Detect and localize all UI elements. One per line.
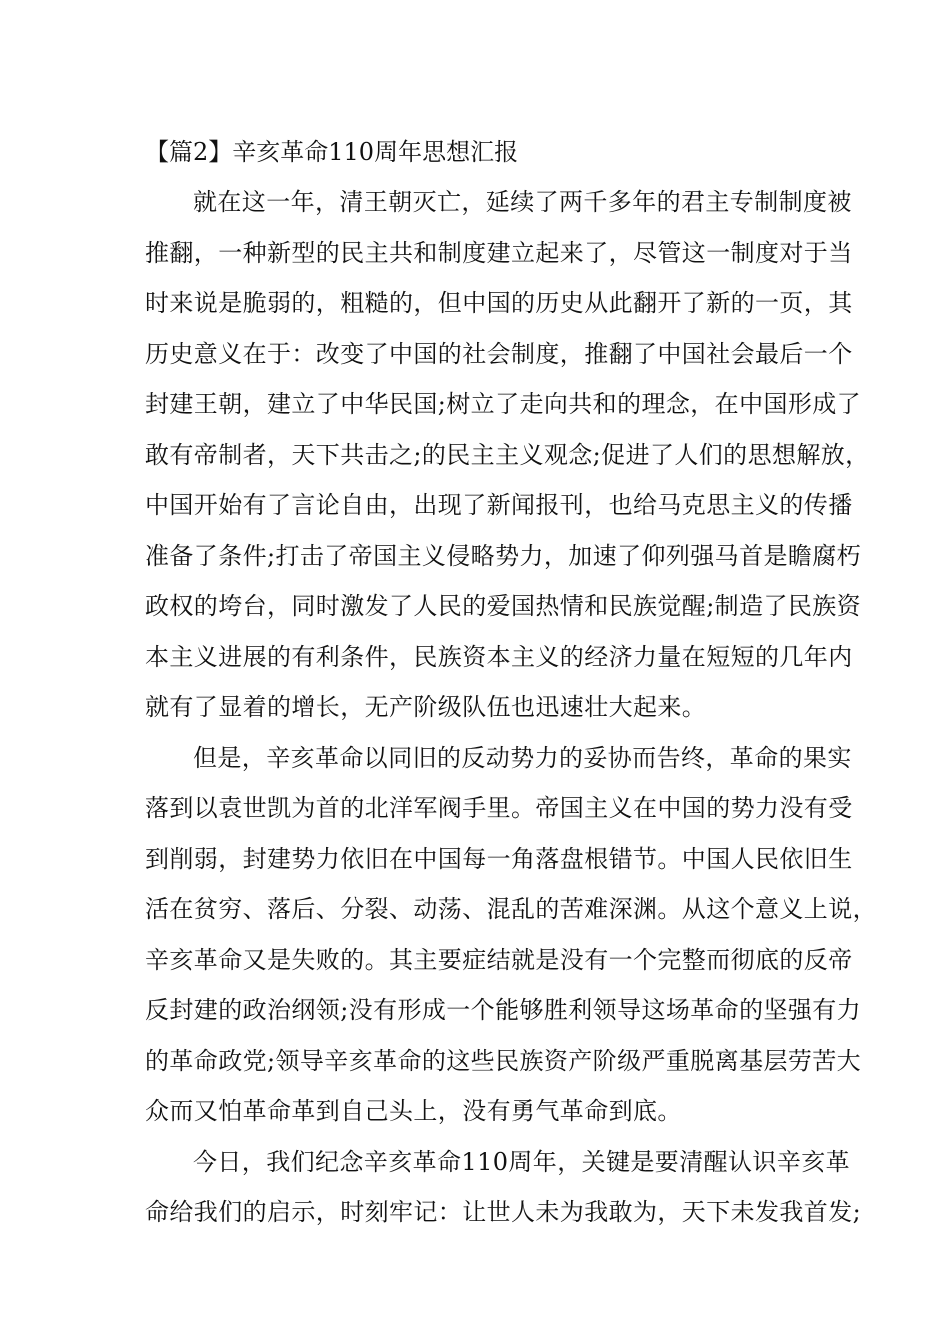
text-line: 辛亥革命又是失败的。其主要症结就是没有一个完整而彻底的反帝 — [145, 945, 853, 974]
text-line: 推翻，一种新型的民主共和制度建立起来了，尽管这一制度对于当 — [145, 238, 853, 267]
text-line: 的革命政党;领导辛亥革命的这些民族资产阶级严重脱离基层劳苦大 — [145, 1046, 862, 1075]
text-line: 政权的垮台，同时激发了人民的爱国热情和民族觉醒;制造了民族资 — [145, 592, 862, 620]
text-line: 封建王朝，建立了中华民国;树立了走向共和的理念，在中国形成了 — [145, 390, 862, 418]
paragraph-2 — [145, 736, 877, 1140]
text-line: 到削弱，封建势力依旧在中国每一角落盘根错节。中国人民依旧生 — [145, 844, 853, 873]
paragraph-3 — [145, 1140, 862, 1241]
text-line: 准备了条件;打击了帝国主义侵略势力，加速了仰列强马首是瞻腐朽 — [145, 541, 862, 570]
text-line: 落到以袁世凯为首的北洋军阀手里。帝国主义在中国的势力没有受 — [145, 794, 853, 822]
paragraph-1 — [145, 180, 870, 736]
text-line: 众而又怕革命革到自己头上，没有勇气革命到底。 — [145, 1097, 682, 1125]
text-line: 中国开始有了言论自由，出现了新闻报刊，也给马克思主义的传播 — [145, 491, 853, 519]
document-title: 【篇2】辛亥革命110周年思想汇报 — [145, 138, 519, 166]
text-line: 时来说是脆弱的，粗糙的，但中国的历史从此翻开了新的一页，其 — [145, 289, 853, 317]
document-body — [145, 180, 877, 1241]
text-line: 敢有帝制者，天下共击之;的民主主义观念;促进了人们的思想解放， — [145, 440, 870, 469]
text-line: 本主义进展的有利条件，民族资本主义的经济力量在短短的几年内 — [145, 642, 853, 671]
text-line: 今日，我们纪念辛亥革命110周年，关键是要清醒认识辛亥革 — [193, 1147, 851, 1176]
text-line: 但是，辛亥革命以同旧的反动势力的妥协而告终，革命的果实 — [193, 743, 852, 772]
text-line: 活在贫穷、落后、分裂、动荡、混乱的苦难深渊。从这个意义上说， — [145, 895, 877, 923]
text-line: 反封建的政治纲领;没有形成一个能够胜利领导这场革命的坚强有力 — [145, 996, 862, 1024]
text-line: 就在这一年，清王朝灭亡，延续了两千多年的君主专制制度被 — [193, 188, 852, 216]
text-line: 历史意义在于：改变了中国的社会制度，推翻了中国社会最后一个 — [145, 339, 853, 368]
text-line: 就有了显着的增长，无产阶级队伍也迅速壮大起来。 — [145, 693, 707, 721]
text-line: 命给我们的启示，时刻牢记：让世人未为我敢为，天下未发我首发; — [145, 1198, 862, 1226]
